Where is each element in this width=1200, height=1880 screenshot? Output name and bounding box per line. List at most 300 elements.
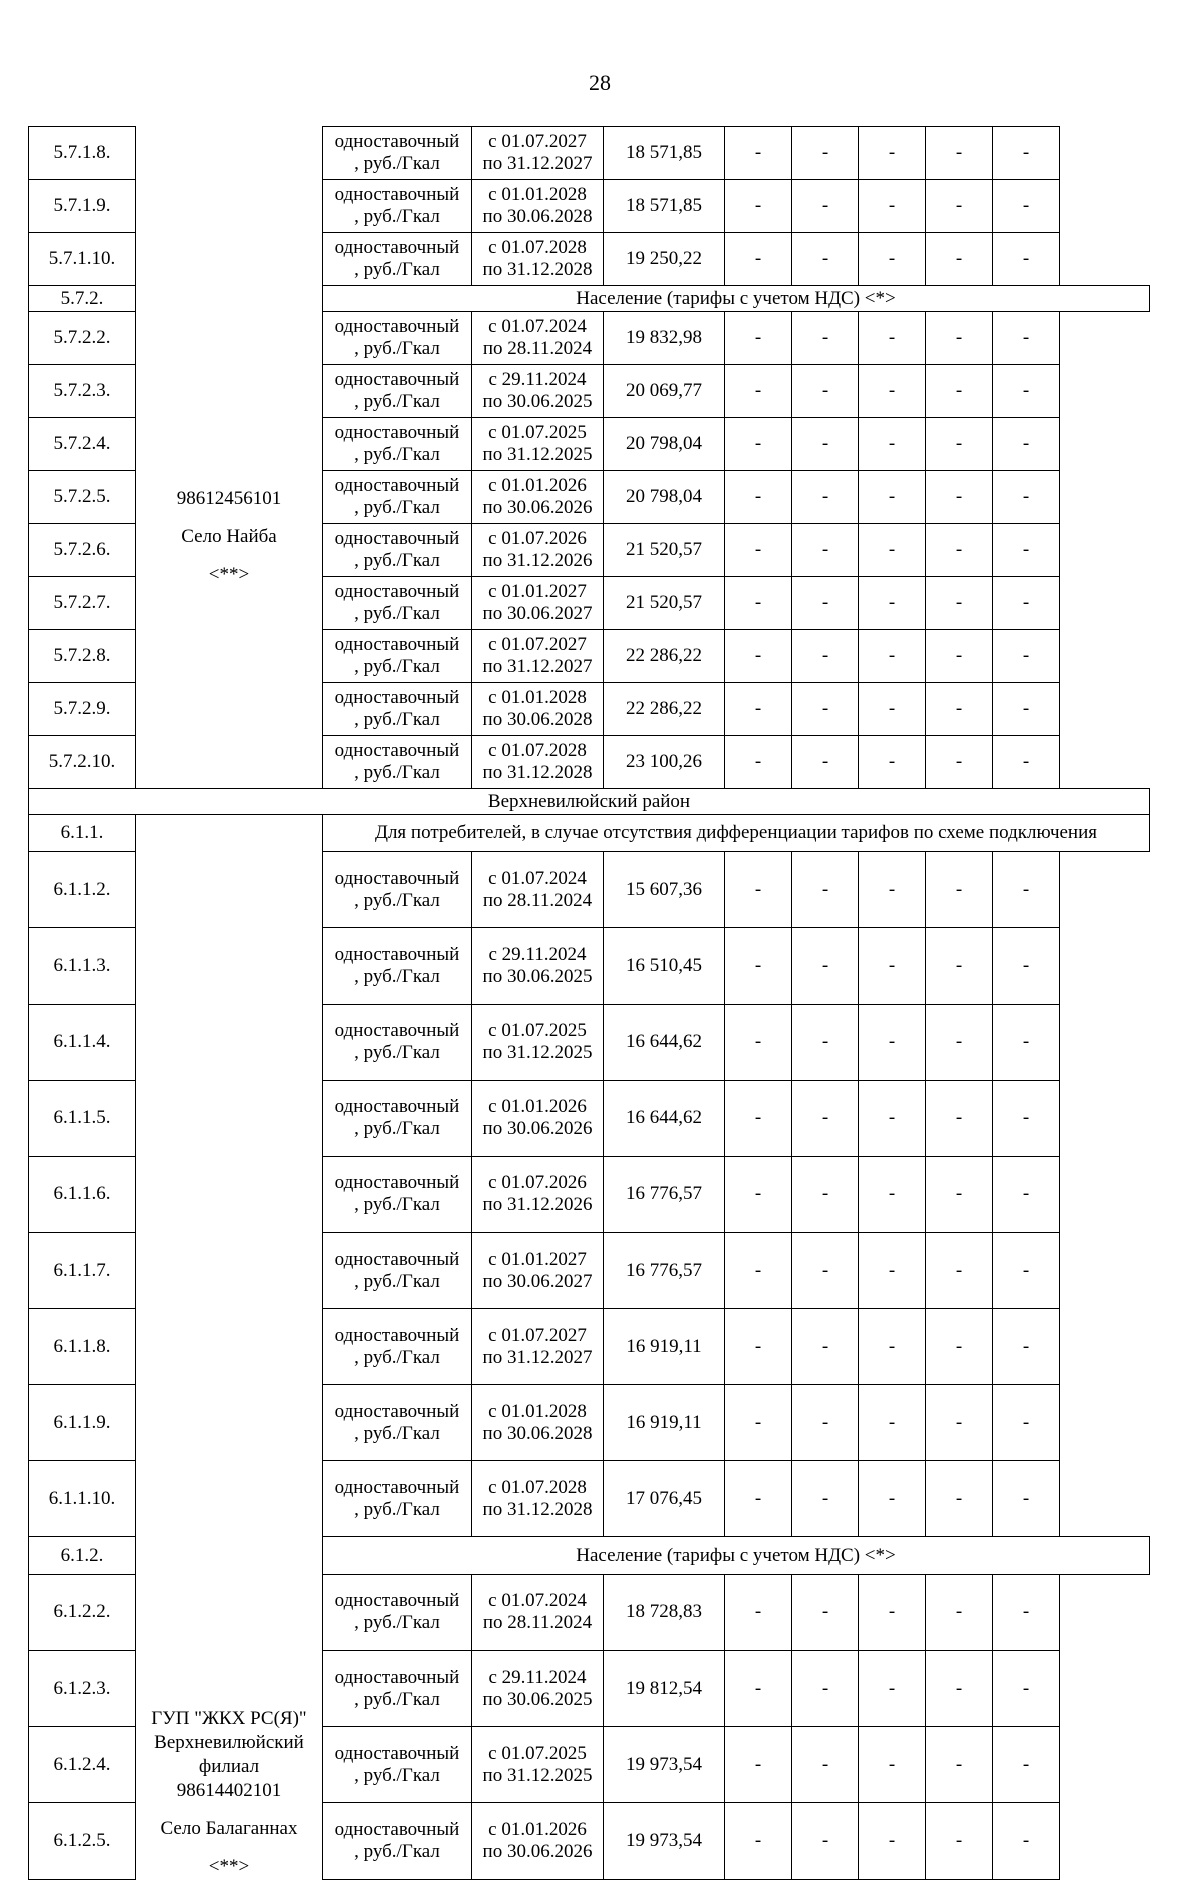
validity-period [472, 1156, 604, 1232]
empty-value-cell: - [993, 577, 1060, 630]
tariff-unit-line: , руб./Гкал [354, 1270, 440, 1292]
tariff-unit-line: , руб./Гкал [354, 1194, 440, 1216]
empty-value-cell: - [725, 1232, 792, 1308]
empty-value-cell: - [926, 127, 993, 180]
tariff-value: 19 812,54 [604, 1650, 725, 1726]
tariff-value: 16 644,62 [604, 1004, 725, 1080]
period-end: по 30.06.2026 [482, 497, 593, 518]
validity-period [472, 1309, 604, 1385]
period-end: по 31.12.2028 [482, 1498, 593, 1520]
empty-value-cell: - [993, 1461, 1060, 1537]
tariff-type-line: одноставочный [334, 1818, 460, 1840]
empty-value-cell: - [926, 683, 993, 736]
empty-value-cell: - [859, 418, 926, 471]
row-number: 5.7.1.9. [29, 180, 136, 233]
tariff-type-line: одноставочный [334, 581, 460, 602]
empty-value-cell: - [993, 1385, 1060, 1461]
period-end: по 30.06.2028 [482, 709, 593, 730]
empty-value-cell: - [993, 1004, 1060, 1080]
period-end: по 30.06.2027 [482, 603, 593, 624]
row-number: 6.1.1.8. [29, 1309, 136, 1385]
tariff-value: 23 100,26 [604, 736, 725, 789]
row-number: 5.7.2.3. [29, 365, 136, 418]
organization-name: Верхневилюйский [154, 1732, 304, 1753]
period-end: по 30.06.2026 [482, 1840, 593, 1862]
tariff-unit-line: , руб./Гкал [354, 1688, 440, 1710]
tariff-unit-line: , руб./Гкал [354, 259, 440, 280]
period-end: по 30.06.2025 [482, 391, 593, 412]
tariff-type-line: одноставочный [334, 475, 460, 496]
empty-value-cell: - [993, 418, 1060, 471]
empty-value-cell: - [859, 1080, 926, 1156]
period-end: по 30.06.2026 [482, 1118, 593, 1140]
tariff-type-line: одноставочный [334, 740, 460, 761]
empty-value-cell: - [792, 233, 859, 286]
empty-value-cell: - [993, 683, 1060, 736]
table-body [29, 127, 1150, 1880]
tariff-unit-line: , руб./Гкал [354, 889, 440, 911]
empty-value-cell: - [993, 1574, 1060, 1650]
tariff-type-line: одноставочный [334, 634, 460, 655]
empty-value-cell: - [859, 852, 926, 928]
empty-value-cell: - [725, 1080, 792, 1156]
tariff-type [323, 1650, 472, 1726]
empty-value-cell: - [725, 365, 792, 418]
empty-value-cell: - [792, 928, 859, 1004]
tariff-value: 16 919,11 [604, 1385, 725, 1461]
validity-period [472, 1574, 604, 1650]
empty-value-cell: - [926, 365, 993, 418]
district-header: Верхневилюйский район [29, 789, 1150, 815]
tariff-unit-line: , руб./Гкал [354, 1346, 440, 1368]
empty-value-cell: - [859, 1727, 926, 1803]
period-start: с 01.07.2028 [488, 740, 587, 761]
tariff-value: 16 510,45 [604, 928, 725, 1004]
period-start: с 01.01.2026 [488, 1096, 587, 1118]
empty-value-cell: - [792, 418, 859, 471]
empty-value-cell: - [859, 1461, 926, 1537]
empty-value-cell: - [926, 471, 993, 524]
empty-value-cell: - [792, 577, 859, 630]
empty-value-cell: - [792, 1232, 859, 1308]
row-number: 5.7.2.5. [29, 471, 136, 524]
period-end: по 31.12.2027 [482, 1346, 593, 1368]
empty-value-cell: - [993, 1309, 1060, 1385]
empty-value-cell: - [993, 1727, 1060, 1803]
tariff-value: 18 728,83 [604, 1574, 725, 1650]
empty-value-cell: - [725, 1156, 792, 1232]
tariff-type [323, 471, 472, 524]
tariff-value: 21 520,57 [604, 577, 725, 630]
validity-period [472, 1727, 604, 1803]
row-number: 6.1.1.2. [29, 852, 136, 928]
empty-value-cell: - [926, 1080, 993, 1156]
empty-value-cell: - [725, 1650, 792, 1726]
empty-value-cell: - [725, 233, 792, 286]
validity-period [472, 683, 604, 736]
empty-value-cell: - [725, 1385, 792, 1461]
tariff-type [323, 1727, 472, 1803]
okmo-code: 98612456101 [176, 487, 282, 509]
empty-value-cell: - [725, 577, 792, 630]
period-end: по 31.12.2025 [482, 444, 593, 465]
tariff-value: 16 919,11 [604, 1309, 725, 1385]
empty-value-cell: - [792, 1461, 859, 1537]
empty-value-cell: - [859, 577, 926, 630]
empty-value-cell: - [792, 524, 859, 577]
tariff-type-line: одноставочный [334, 1324, 460, 1346]
empty-value-cell: - [725, 1309, 792, 1385]
validity-period [472, 233, 604, 286]
empty-value-cell: - [859, 1650, 926, 1726]
period-end: по 31.12.2025 [482, 1764, 593, 1786]
period-start: с 01.01.2028 [488, 1400, 587, 1422]
empty-value-cell: - [792, 1309, 859, 1385]
tariff-type [323, 127, 472, 180]
empty-value-cell: - [993, 524, 1060, 577]
empty-value-cell: - [993, 1080, 1060, 1156]
empty-value-cell: - [993, 1156, 1060, 1232]
row-number: 5.7.2.4. [29, 418, 136, 471]
empty-value-cell: - [859, 471, 926, 524]
tariff-type-line: одноставочный [334, 1400, 460, 1422]
tariff-unit-line: , руб./Гкал [354, 603, 440, 624]
row-number: 6.1.1.9. [29, 1385, 136, 1461]
empty-value-cell: - [725, 1803, 792, 1879]
tariff-type [323, 233, 472, 286]
empty-value-cell: - [859, 1004, 926, 1080]
empty-value-cell: - [725, 471, 792, 524]
period-end: по 28.11.2024 [482, 889, 593, 911]
empty-value-cell: - [926, 1232, 993, 1308]
empty-value-cell: - [792, 1156, 859, 1232]
tariff-unit-line: , руб./Гкал [354, 206, 440, 227]
tariff-table [28, 126, 1150, 1880]
validity-period [472, 852, 604, 928]
empty-value-cell: - [859, 1156, 926, 1232]
tariff-unit-line: , руб./Гкал [354, 966, 440, 988]
empty-value-cell: - [926, 1727, 993, 1803]
row-number: 5.7.2.10. [29, 736, 136, 789]
empty-value-cell: - [725, 1727, 792, 1803]
locality-name: Село Найба [181, 525, 277, 547]
validity-period [472, 630, 604, 683]
row-number: 6.1.1.3. [29, 928, 136, 1004]
tariff-unit-line: , руб./Гкал [354, 1422, 440, 1444]
empty-value-cell: - [859, 1803, 926, 1879]
empty-value-cell: - [792, 312, 859, 365]
tariff-unit-line: , руб./Гкал [354, 444, 440, 465]
organization-name: филиал [198, 1756, 260, 1777]
empty-value-cell: - [926, 524, 993, 577]
locality-name: Село Балаганнах [160, 1818, 298, 1839]
validity-period [472, 928, 604, 1004]
empty-value-cell: - [792, 471, 859, 524]
empty-value-cell: - [926, 852, 993, 928]
empty-value-cell: - [725, 683, 792, 736]
tariff-type [323, 577, 472, 630]
tariff-type-line: одноставочный [334, 237, 460, 258]
period-start: с 01.07.2024 [488, 316, 587, 337]
period-end: по 31.12.2028 [482, 762, 593, 783]
empty-value-cell: - [926, 418, 993, 471]
empty-value-cell: - [926, 1803, 993, 1879]
row-number: 5.7.2.7. [29, 577, 136, 630]
period-start: с 01.01.2026 [488, 1818, 587, 1840]
empty-value-cell: - [859, 365, 926, 418]
empty-value-cell: - [792, 683, 859, 736]
tariff-unit-line: , руб./Гкал [354, 550, 440, 571]
empty-value-cell: - [859, 127, 926, 180]
tariff-unit-line: , руб./Гкал [354, 153, 440, 174]
period-start: с 01.07.2027 [488, 131, 587, 152]
empty-value-cell: - [993, 471, 1060, 524]
validity-period [472, 1385, 604, 1461]
tariff-type-line: одноставочный [334, 1096, 460, 1118]
validity-period [472, 1461, 604, 1537]
tariff-unit-line: , руб./Гкал [354, 391, 440, 412]
period-start: с 01.07.2025 [488, 1742, 587, 1764]
empty-value-cell: - [926, 1650, 993, 1726]
empty-value-cell: - [993, 1650, 1060, 1726]
validity-period [472, 577, 604, 630]
tariff-type [323, 365, 472, 418]
tariff-value: 16 644,62 [604, 1080, 725, 1156]
validity-period [472, 1004, 604, 1080]
okmo-code: 98614402101 [176, 1780, 282, 1801]
period-start: с 01.01.2027 [488, 581, 587, 602]
tariff-type [323, 524, 472, 577]
validity-period [472, 365, 604, 418]
row-number: 6.1.1.4. [29, 1004, 136, 1080]
empty-value-cell: - [859, 630, 926, 683]
empty-value-cell: - [859, 312, 926, 365]
empty-value-cell: - [792, 1650, 859, 1726]
period-start: с 29.11.2024 [488, 369, 587, 390]
tariff-type [323, 1004, 472, 1080]
tariff-type [323, 1080, 472, 1156]
period-start: с 01.07.2025 [488, 422, 587, 443]
row-number: 6.1.2.2. [29, 1574, 136, 1650]
empty-value-cell: - [792, 852, 859, 928]
empty-value-cell: - [993, 928, 1060, 1004]
period-end: по 30.06.2028 [482, 1422, 593, 1444]
empty-value-cell: - [926, 577, 993, 630]
empty-value-cell: - [792, 180, 859, 233]
tariff-type [323, 1385, 472, 1461]
page-number: 28 [589, 70, 611, 95]
empty-value-cell: - [993, 1803, 1060, 1879]
validity-period [472, 127, 604, 180]
tariff-type [323, 180, 472, 233]
period-end: по 31.12.2027 [482, 656, 593, 677]
tariff-type [323, 736, 472, 789]
tariff-value: 22 286,22 [604, 683, 725, 736]
period-end: по 31.12.2026 [482, 550, 593, 571]
tariff-type-line: одноставочный [334, 1020, 460, 1042]
tariff-value: 19 973,54 [604, 1727, 725, 1803]
row-number: 6.1.2.3. [29, 1650, 136, 1726]
tariff-value: 16 776,57 [604, 1232, 725, 1308]
row-number: 5.7.2.8. [29, 630, 136, 683]
row-number: 6.1.1.7. [29, 1232, 136, 1308]
period-start: с 01.07.2026 [488, 1172, 587, 1194]
empty-value-cell: - [926, 1156, 993, 1232]
empty-value-cell: - [926, 312, 993, 365]
row-number: 5.7.2. [29, 286, 136, 312]
footnote-mark: <**> [208, 1856, 250, 1877]
empty-value-cell: - [792, 1727, 859, 1803]
period-start: с 29.11.2024 [488, 1666, 587, 1688]
period-end: по 31.12.2027 [482, 153, 593, 174]
validity-period [472, 1080, 604, 1156]
empty-value-cell: - [792, 1385, 859, 1461]
empty-value-cell: - [725, 928, 792, 1004]
table-row [29, 789, 1150, 815]
period-end: по 30.06.2025 [482, 966, 593, 988]
period-start: с 01.07.2024 [488, 867, 587, 889]
period-end: по 28.11.2024 [482, 1612, 593, 1634]
empty-value-cell: - [725, 1461, 792, 1537]
empty-value-cell: - [859, 524, 926, 577]
tariff-unit-line: , руб./Гкал [354, 338, 440, 359]
validity-period [472, 418, 604, 471]
tariff-value: 19 973,54 [604, 1803, 725, 1879]
organization-name: ГУП "ЖКХ РС(Я)" [151, 1708, 307, 1729]
period-end: по 31.12.2025 [482, 1042, 593, 1064]
empty-value-cell: - [792, 1004, 859, 1080]
period-start: с 01.07.2024 [488, 1590, 587, 1612]
tariff-type-line: одноставочный [334, 944, 460, 966]
tariff-type-line: одноставочный [334, 867, 460, 889]
row-number: 6.1.1.5. [29, 1080, 136, 1156]
tariff-type [323, 630, 472, 683]
tariff-type [323, 1309, 472, 1385]
empty-value-cell: - [926, 1309, 993, 1385]
tariff-type [323, 1232, 472, 1308]
empty-value-cell: - [859, 1385, 926, 1461]
empty-value-cell: - [792, 1080, 859, 1156]
validity-period [472, 1650, 604, 1726]
period-start: с 01.01.2027 [488, 1248, 587, 1270]
table-row [29, 127, 1150, 180]
tariff-type-line: одноставочный [334, 369, 460, 390]
row-number: 5.7.2.2. [29, 312, 136, 365]
tariff-type-line: одноставочный [334, 1666, 460, 1688]
tariff-type-line: одноставочный [334, 316, 460, 337]
tariff-type-line: одноставочный [334, 1248, 460, 1270]
empty-value-cell: - [926, 736, 993, 789]
period-start: с 01.01.2026 [488, 475, 587, 496]
period-start: с 01.01.2028 [488, 687, 587, 708]
empty-value-cell: - [725, 1574, 792, 1650]
row-number: 5.7.1.8. [29, 127, 136, 180]
tariff-type-line: одноставочный [334, 422, 460, 443]
period-end: по 30.06.2025 [482, 1688, 593, 1710]
empty-value-cell: - [926, 1385, 993, 1461]
tariff-type [323, 852, 472, 928]
organization-cell [136, 180, 323, 233]
row-number: 6.1.2. [29, 1537, 136, 1574]
empty-value-cell: - [792, 630, 859, 683]
empty-value-cell: - [993, 1232, 1060, 1308]
period-start: с 29.11.2024 [488, 944, 587, 966]
subsection-header: Для потребителей, в случае отсутствия дифференциации тарифов по схеме подключения [323, 815, 1150, 852]
empty-value-cell: - [926, 1574, 993, 1650]
empty-value-cell: - [859, 736, 926, 789]
validity-period [472, 1803, 604, 1879]
empty-value-cell: - [993, 365, 1060, 418]
tariff-value: 21 520,57 [604, 524, 725, 577]
tariff-value: 20 798,04 [604, 471, 725, 524]
empty-value-cell: - [859, 233, 926, 286]
period-start: с 01.07.2028 [488, 1476, 587, 1498]
tariff-unit-line: , руб./Гкал [354, 656, 440, 677]
empty-value-cell: - [926, 180, 993, 233]
empty-value-cell: - [926, 1461, 993, 1537]
tariff-type [323, 312, 472, 365]
tariff-type-line: одноставочный [334, 528, 460, 549]
empty-value-cell: - [993, 852, 1060, 928]
tariff-unit-line: , руб./Гкал [354, 1042, 440, 1064]
empty-value-cell: - [993, 312, 1060, 365]
row-number: 5.7.2.6. [29, 524, 136, 577]
tariff-value: 16 776,57 [604, 1156, 725, 1232]
empty-value-cell: - [926, 630, 993, 683]
tariff-value: 20 069,77 [604, 365, 725, 418]
footnote-mark: <**> [208, 563, 250, 585]
tariff-type [323, 1156, 472, 1232]
tariff-value: 18 571,85 [604, 180, 725, 233]
tariff-value: 22 286,22 [604, 630, 725, 683]
tariff-unit-line: , руб./Гкал [354, 709, 440, 730]
tariff-unit-line: , руб./Гкал [354, 1498, 440, 1520]
period-start: с 01.07.2027 [488, 634, 587, 655]
table-row [29, 180, 1150, 233]
tariff-type [323, 1803, 472, 1879]
period-end: по 30.06.2028 [482, 206, 593, 227]
tariff-value: 20 798,04 [604, 418, 725, 471]
tariff-type [323, 1461, 472, 1537]
tariff-type-line: одноставочный [334, 687, 460, 708]
validity-period [472, 180, 604, 233]
empty-value-cell: - [725, 180, 792, 233]
empty-value-cell: - [859, 683, 926, 736]
organization-cell [136, 233, 323, 286]
empty-value-cell: - [993, 630, 1060, 683]
tariff-type [323, 683, 472, 736]
tariff-value: 19 832,98 [604, 312, 725, 365]
empty-value-cell: - [792, 1574, 859, 1650]
validity-period [472, 736, 604, 789]
empty-value-cell: - [859, 180, 926, 233]
empty-value-cell: - [859, 1232, 926, 1308]
empty-value-cell: - [725, 1004, 792, 1080]
tariff-value: 17 076,45 [604, 1461, 725, 1537]
row-number: 6.1.1.10. [29, 1461, 136, 1537]
tariff-unit-line: , руб./Гкал [354, 497, 440, 518]
tariff-type-line: одноставочный [334, 1476, 460, 1498]
tariff-value: 15 607,36 [604, 852, 725, 928]
tariff-unit-line: , руб./Гкал [354, 1118, 440, 1140]
table-row [29, 815, 1150, 852]
row-number: 6.1.2.4. [29, 1727, 136, 1803]
validity-period [472, 524, 604, 577]
organization-cell [136, 815, 323, 1880]
tariff-type [323, 418, 472, 471]
empty-value-cell: - [792, 365, 859, 418]
empty-value-cell: - [792, 1803, 859, 1879]
